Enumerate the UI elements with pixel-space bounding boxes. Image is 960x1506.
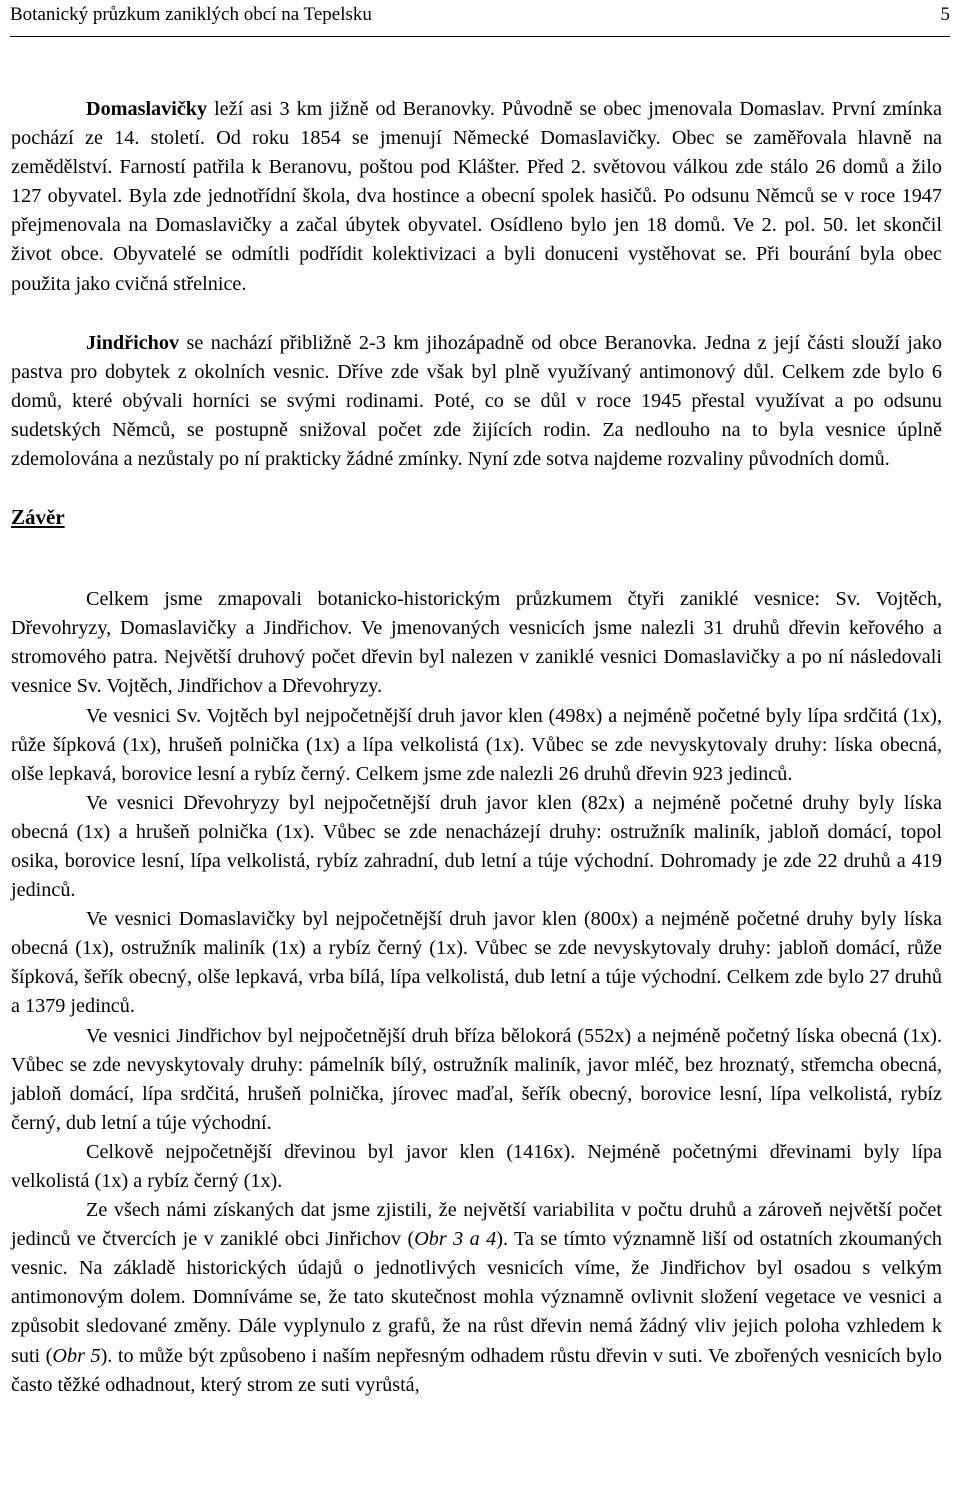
conclusion-paragraph-1: Celkem jsme zmapovali botanicko-historickým průzkumem čtyři zaniklé vesnice: Sv. Vojtěch, Dřevohryzy, Domaslavičky a Jindřichov. Ve jmenovaných vesnicích jsme nalezli 31 druhů dřevin keřového a stromového patra. Největší druhový počet dřevin byl nalezen v zaniklé vesnici Domaslavičky a po ní následovali vesnice Sv. Vojtěch, Jindřichov a Dřevohryzy.: [11, 588, 942, 698]
conclusion-paragraph-6: Celkově nejpočetnější dřevinou byl javor klen (1416x). Nejméně početnými dřevinami byly lípa velkolistá (1x) a rybíz černý (1x).: [11, 1140, 942, 1192]
village-name-domaslavicky: Domaslavičky: [86, 98, 208, 120]
conclusion-paragraph-5: Ve vesnici Jindřichov byl nejpočetnější druh bříza bělokorá (552x) a nejméně početný líska obecná (1x). Vůbec se zde nevyskytovaly druhy: pámelník bílý, ostružník maliník, javor mléč, bez hroznatý, střemcha obecná, jabloň domácí, lípa srdčitá, hrušeň polnička, jírovec maďal, šeřík obecný, borovice lesní, lípa velkolistá, rybíz černý, dub letní a túje východní.: [11, 1024, 942, 1134]
paragraph-text: ). Ta se tímto významně liší od ostatních zkoumaných vesnic. Na základě historických údajů o jednotlivých vesnicích víme, že Jindřichov byl osadou s velkým antimonovým dolem. Domníváme se, že tato skutečnost mohla významně ovlivnit složení vegetace ve vesnici a způsobit sledované změny. Dále vyplynulo z grafů, že na růst dřevin nemá žádný vliv jejich poloha vzhledem k suti (: [11, 1228, 942, 1367]
paragraph-domaslavicky: [11, 95, 942, 299]
conclusion-paragraph-3: Ve vesnici Dřevohryzy byl nejpočetnější druh javor klen (82x) a nejméně početné druhy byly líska obecná (1x) a hrušeň polnička (1x). Vůbec se zde nenacházejí druhy: ostružník maliník, jabloň domácí, topol osika, borovice lesní, lípa velkolistá, rybíz zahradní, dub letní a túje východní. Dohromady je zde 22 druhů a 419 jedinců.: [11, 791, 942, 902]
conclusion-paragraph-2: Ve vesnici Sv. Vojtěch byl nejpočetnější druh javor klen (498x) a nejméně početné byly lípa srdčitá (1x), růže šípková (1x), hrušeň polnička (1x) a lípa velkolistá (1x). Vůbec se zde nevyskytovaly druhy: líska obecná, olše lepkavá, borovice lesní a rybíz černý. Celkem jsme zde nalezli 26 druhů dřevin 923 jedinců.: [11, 704, 942, 785]
paragraph-jindrichov: [11, 329, 942, 474]
paragraph-text: se nachází přibližně 2-3 km jihozápadně od obce Beranovka. Jedna z její části slouží jako pastva pro dobytek z okolních vesnic. Dříve zde však byl plně využívaný antimonový důl. Celkem zde bylo 6 domů, které obývali horníci se svými rodinami. Poté, co se důl v roce 1945 přestal využívat a po odsunu sudetských Němců, se postupně snižoval počet zde žijících rodin. Za nedlouho na to byla vesnice úplně zdemolována a nezůstaly po ní prakticky žádné zmínky. Nyní zde sotva najdeme rozvaliny původních domů.: [11, 331, 942, 471]
conclusion-paragraph-7: [11, 1196, 942, 1400]
paragraph-text: leží asi 3 km jižně od Beranovky. Původně se obec jmenovala Domaslav. První zmínka pochází ze 14. století. Od roku 1854 se jmenují Německé Domaslavičky. Obec se zaměřovala hlavně na zemědělství. Farností patřila k Beranovu, poštou pod Klášter. Před 2. světovou válkou zde stálo 26 domů a žilo 127 obyvatel. Byla zde jednotřídní škola, dva hostince a obecní spolek hasičů. Po odsunu Němců se v roce 1947 přejmenovala na Domaslavičky a začal úbytek obyvatel. Osídleno bylo jen 18 domů. Ve 2. pol. 50. let skončil život obce. Obyvatelé se odmítli podřídit kolektivizaci a byli donuceni vystěhovat se. Při bourání byla obec použita jako cvičná střelnice.: [11, 98, 942, 295]
page-header: [10, 0, 950, 37]
figure-reference: Obr 3 a 4: [414, 1228, 497, 1251]
section-heading-conclusion: Závěr: [11, 505, 65, 530]
document-body: [11, 95, 942, 1400]
paragraph-text: ). to může být způsobeno i naším nepřesným odhadem růstu dřevin v suti. Ve zbořených vesnicích bylo často těžké odhadnout, který strom ze suti vyrůstá,: [11, 1344, 943, 1396]
figure-reference: Obr 5: [52, 1344, 101, 1367]
paragraph-text: Ze všech námi získaných dat jsme zjistili, že největší variabilita v počtu druhů a zároveň největší počet jedinců ve čtvercích je v zaniklé obci Jinřichov (: [11, 1199, 942, 1251]
village-name-jindrichov: Jindřichov: [86, 331, 180, 354]
running-title: Botanický průzkum zaniklých obcí na Tepelsku: [10, 4, 372, 25]
conclusion-paragraph-4: Ve vesnici Domaslavičky byl nejpočetnější druh javor klen (800x) a nejméně početné druhy byly líska obecná (1x), ostružník maliník (1x) a rybíz černý (1x). Vůbec se zde nevyskytovaly druhy: jabloň domácí, růže šípková, šeřík obecný, olše lepkavá, vrba bílá, lípa velkolistá, dub letní a túje východní. Celkem zde bylo 27 druhů a 1379 jedinců.: [11, 908, 942, 1018]
page-number: 5: [940, 4, 950, 25]
